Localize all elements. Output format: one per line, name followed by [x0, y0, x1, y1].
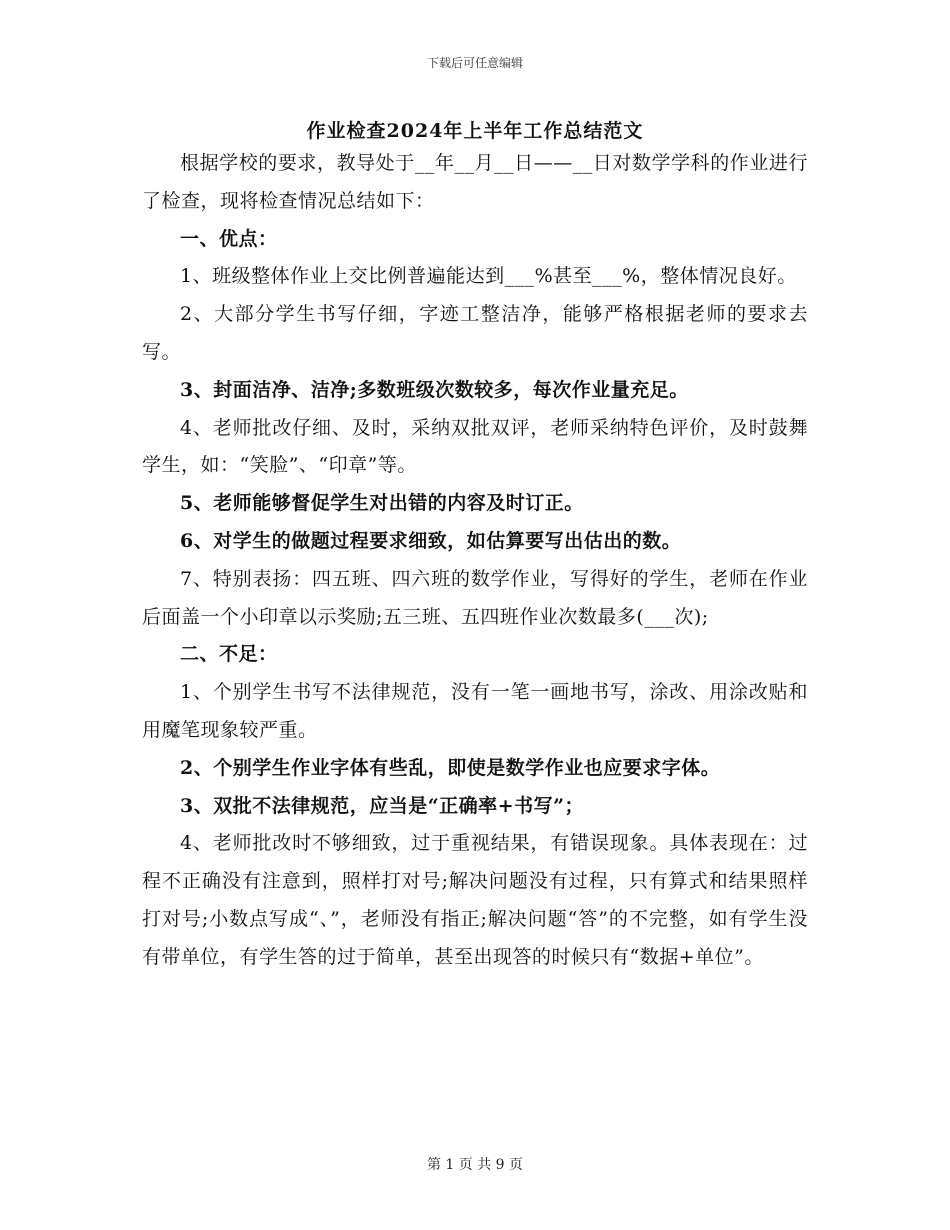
paragraph: 3、双批不法律规范，应当是“正确率+书写”；	[180, 794, 584, 817]
paragraph: 4、老师批改时不够细致，过于重视结果，有错误现象。具体表现在：过程不正确没有注意到，照样打对号;解决问题没有过程，只有算式和结果照样打对号;小数点写成“、”，老师没有指正;解决问题“答”的不完整，如有学生没有带单位，有学生答的过于简单，甚至出现答的时候只有“数据+单位”。	[142, 832, 808, 968]
paragraph: 4、老师批改仔细、及时，采纳双批双评，老师采纳特色评价，及时鼓舞学生，如：“笑脸”、“印章”等。	[142, 416, 808, 477]
paragraph: 1、个别学生书写不法律规范，没有一笔一画地书写，涂改、用涂改贴和用魔笔现象较严重。	[142, 681, 808, 741]
paragraph: 根据学校的要求，教导处于__年__月__日——__日对数学学科的作业进行了检查，现将检查情况总结如下：	[142, 152, 808, 212]
document-body	[142, 145, 808, 977]
paragraph: 5、老师能够督促学生对出错的内容及时订正。	[180, 492, 584, 515]
paragraph: 1、班级整体作业上交比例普遍能达到___%甚至___%，整体情况良好。	[180, 265, 797, 288]
section-heading: 二、不足：	[180, 643, 278, 666]
paragraph: 3、封面洁净、洁净;多数班级次数较多，每次作业量充足。	[180, 378, 689, 401]
document-title: 作业检查2024年上半年工作总结范文	[306, 120, 644, 142]
paragraph: 7、特别表扬：四五班、四六班的数学作业，写得好的学生，老师在作业后面盖一个小印章以示奖励;五三班、五四班作业次数最多(___次);	[142, 567, 808, 628]
section-heading: 一、优点：	[180, 227, 278, 250]
paragraph: 2、大部分学生书写仔细，字迹工整洁净，能够严格根据老师的要求去写。	[142, 303, 808, 363]
page-number: 第 1 页 共 9 页	[426, 1157, 524, 1173]
paragraph: 2、个别学生作业字体有些乱，即使是数学作业也应要求字体。	[180, 756, 721, 779]
paragraph: 6、对学生的做题过程要求细致，如估算要写出估出的数。	[180, 529, 682, 552]
header-note: 下载后可任意编辑	[426, 56, 523, 70]
